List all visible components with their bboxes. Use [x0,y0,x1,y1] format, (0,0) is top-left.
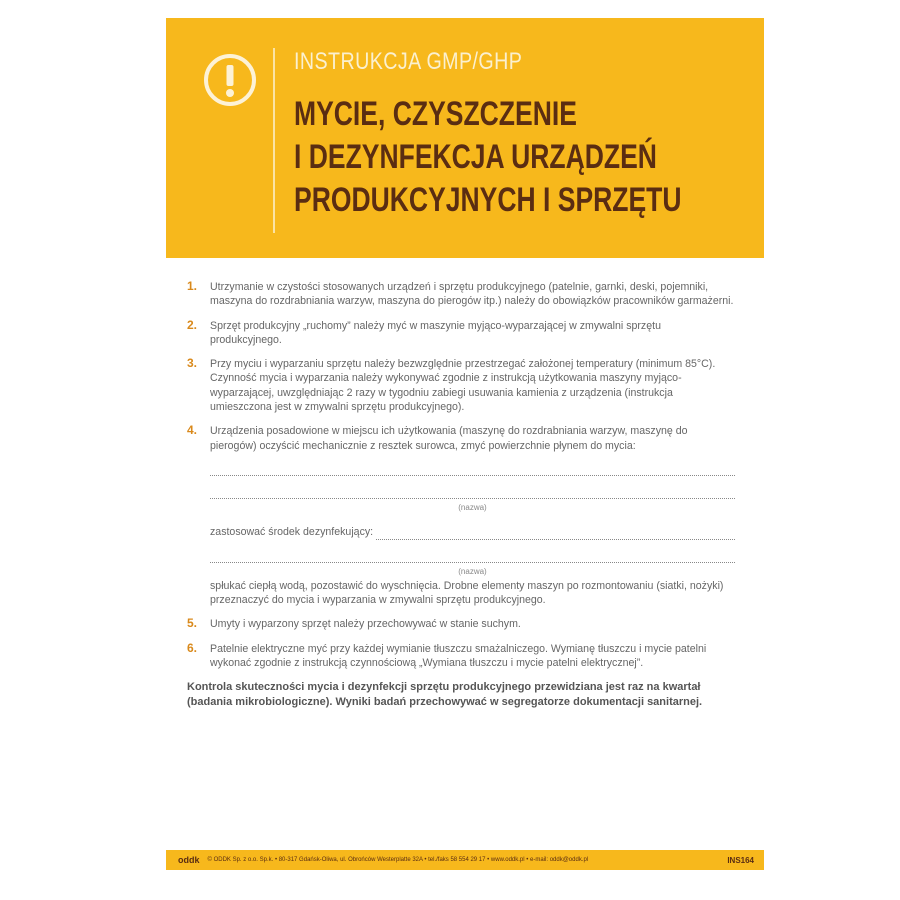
title-line: PRODUKCYJNYCH I SPRZĘTU [294,181,682,219]
footer-contact: © ODDK Sp. z o.o. Sp.k. • 80-317 Gdańsk-Oliwa, ul. Obrońców Westerplatte 32A • tel./faks 58 554 29 17 • www.oddk.pl • e-mail: oddk@oddk.pl [207,857,589,863]
list-item [187,642,735,671]
page-title [294,93,682,222]
item-text: Patelnie elektryczne myć przy każdej wymianie tłuszczu smażalniczego. Wymianę tłuszczu i mycie patelni wykonać zgodnie z instrukcją czynnościową „Wymiana tłuszczu i mycie patelni elektrycznej”. [210,642,707,670]
cleaning-agent-line-2[interactable] [210,486,735,499]
header-divider [273,48,275,233]
item-number: 4. [187,423,198,438]
cleaning-agent-line-1[interactable] [210,463,735,476]
item-text: Urządzenia posadowione w miejscu ich użytkowania (maszynę do rozdrabniania warzyw, maszynę do pierogów) oczyścić mechanicznie z resztek surowca, zmyć powierzchnie płynem do mycia: [210,425,688,452]
header-banner [166,18,764,258]
list-item [187,617,735,631]
item-number: 5. [187,616,198,631]
instruction-list [187,280,735,710]
disinfectant-label: zastosować środek dezynfekujący: [210,526,374,539]
footer-bar [166,850,764,870]
item-number: 2. [187,317,198,332]
disinfectant-line-2[interactable] [210,550,735,563]
disinfectant-line-1[interactable] [376,527,735,540]
field-caption: (nazwa) [458,566,487,576]
company-logo: oddk [178,855,200,865]
field-caption: (nazwa) [458,502,487,512]
title-line: MYCIE, CZYSZCZENIE [294,95,577,133]
disinfectant-row [210,525,735,539]
exclamation-circle-icon [203,53,257,107]
list-item [187,424,735,607]
instruction-poster [166,18,764,870]
item-text: Utrzymanie w czystości stosowanych urządzeń i sprzętu produkcyjnego (patelnie, garnki, deski, pojemniki, maszyna do rozdrabniania warzyw, maszyna do pierogów itp.) należy do obowiązków pracowników garmażerni. [210,281,734,308]
item-text: Przy myciu i wyparzaniu sprzętu należy bezwzględnie przestrzegać założonej temperatury (minimum 85°C). Czynność mycia i wyparzania należy wykonywać zgodnie z instrukcją użytkowania maszyny myjąco-wyparzającej, uwzględniając 2 razy w tygodniu zabiegi usuwania kamienia z urządzenia (instrukcja umieszczona jest w zmywalni sprzętu produkcyjnego). [210,358,716,414]
item-number: 3. [187,356,198,371]
item-number: 1. [187,279,198,293]
item-text-continued: spłukać ciepłą wodą, pozostawić do wyschnięcia. Drobne elementy maszyn po rozmontowaniu (siatki, nożyki) przeznaczyć do mycia i wyparzania w zmywalni sprzętu produkcyjnego. [210,579,724,607]
item-text: Umyty i wyparzony sprzęt należy przechowywać w stanie suchym. [210,618,521,631]
item-number: 6. [187,640,198,655]
document-code: INS164 [727,855,754,865]
summary-note: Kontrola skuteczności mycia i dezynfekcji sprzętu produkcyjnego przewidziana jest raz na kwartał (badania mikrobiologiczne). Wyniki badań przechowywać w segregatorze dokumentacji sanitarnej. [187,681,703,709]
header-kicker: INSTRUKCJA GMP/GHP [294,48,523,75]
item-text: Sprzęt produkcyjny „ruchomy” należy myć w maszynie myjąco-wyparzającej w zmywalni sprzętu produkcyjnego. [210,319,661,346]
list-item [187,319,735,348]
title-line: I DEZYNFEKCJA URZĄDZEŃ [294,138,657,176]
list-item [187,280,735,309]
list-item [187,357,735,414]
